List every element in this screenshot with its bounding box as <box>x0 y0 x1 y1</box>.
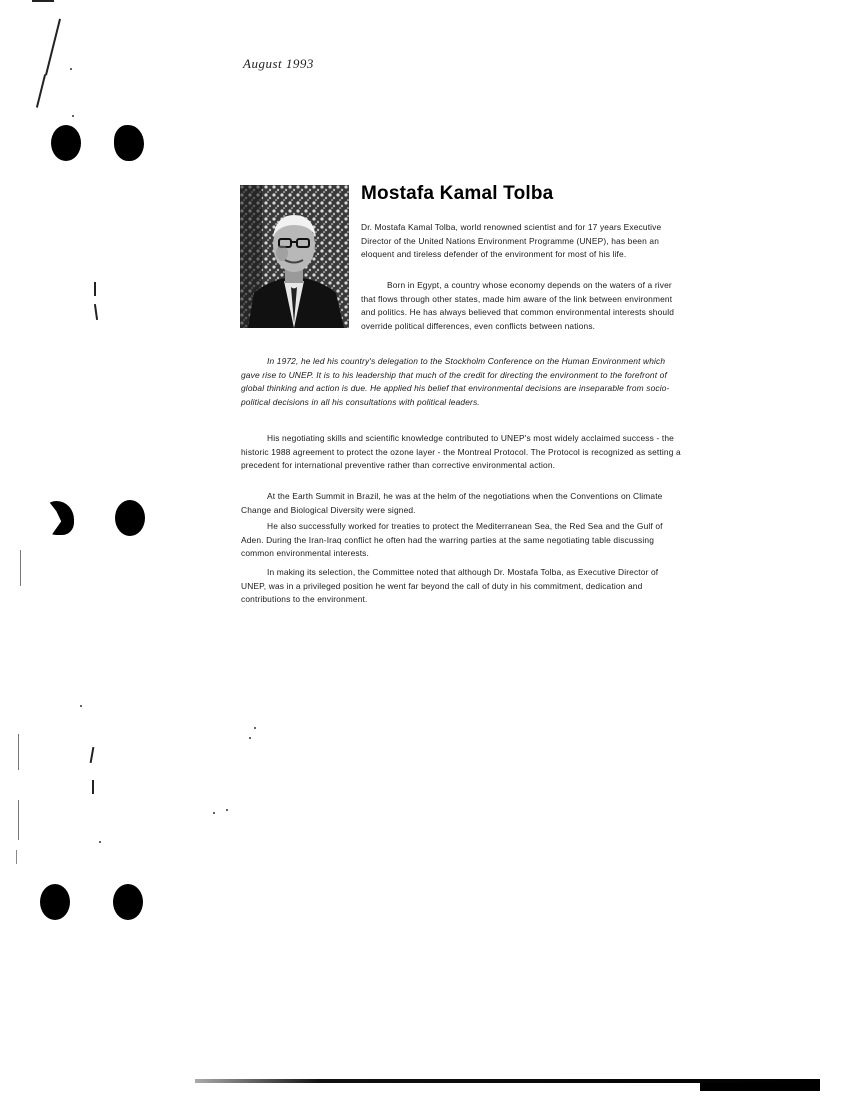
margin-stroke-1 <box>45 19 61 76</box>
top-edge-mark <box>32 0 54 2</box>
paragraph-selection: In making its selection, the Committee noted that although Dr. Mostafa Tolba, as Executive Director of UNEP, was in a privileged position he went far beyond the call of duty in his commitment, dedication and contributions to the environment. <box>241 567 659 604</box>
speck-3 <box>80 705 82 707</box>
speck-5 <box>249 737 251 739</box>
footer-rule-heavy <box>700 1083 820 1091</box>
speck-6 <box>213 812 215 814</box>
punch-hole-top-right <box>114 125 144 161</box>
paragraph-intro: Dr. Mostafa Kamal Tolba, world renowned scientist and for 17 years Executive Director of the United Nations Environment Programme (UNEP), has been an eloquent and tireless defender of the environment for most of his life. <box>361 222 662 259</box>
margin-mark-8 <box>16 850 17 864</box>
speck-4 <box>254 727 256 729</box>
margin-mark-6 <box>90 747 95 763</box>
header-date: August 1993 <box>243 56 314 71</box>
margin-mark-7 <box>92 780 94 794</box>
margin-mark-1 <box>94 282 96 296</box>
margin-mark-3 <box>20 550 21 586</box>
margin-mark-4 <box>18 734 19 770</box>
punch-hole-bottom-left <box>40 884 70 920</box>
margin-stroke-2 <box>36 74 46 107</box>
paragraph-egypt-text: Born in Egypt, a country whose economy depends on the waters of a river that flows through other states, made him aware of the link between environment and politics. He has always believed that common environmental interests should override political differences, even conflicts between nations. <box>361 280 675 331</box>
paragraph-egypt <box>241 279 683 333</box>
margin-mark-5 <box>18 800 19 840</box>
speck-2 <box>72 115 74 117</box>
punch-hole-mid-left <box>42 501 74 535</box>
speck-7 <box>226 809 228 811</box>
punch-hole-mid-right <box>115 500 145 536</box>
paragraph-montreal: His negotiating skills and scientific knowledge contributed to UNEP's most widely acclaimed success - the historic 1988 agreement to protect the ozone layer - the Montreal Protocol. The Protocol is recognized as setting a precedent for international preventive rather than corrective environmental action. <box>241 433 681 470</box>
article-title: Mostafa Kamal Tolba <box>361 183 554 204</box>
paragraph-treaties: He also successfully worked for treaties to protect the Mediterranean Sea, the Red Sea and the Gulf of Aden. During the Iran-Iraq conflict he often had the warring parties at the same negotiating table discussing common environmental interests. <box>241 521 663 558</box>
paragraph-stockholm: In 1972, he led his country's delegation to the Stockholm Conference on the Human Environment which gave rise to UNEP. It is to his leadership that much of the credit for directing the environment to the forefront of global thinking and action is due. He applied his belief that environmental decisions are inseparable from socio-political decisions in all his consultations with political leaders. <box>241 356 670 407</box>
punch-hole-top-left <box>51 125 81 161</box>
speck-1 <box>70 68 72 70</box>
margin-mark-2 <box>94 304 98 320</box>
punch-hole-bottom-right <box>113 884 143 920</box>
speck-8 <box>99 841 101 843</box>
paragraph-earth-summit: At the Earth Summit in Brazil, he was at the helm of the negotiations when the Conventions on Climate Change and Biological Diversity were signed. <box>241 491 663 515</box>
